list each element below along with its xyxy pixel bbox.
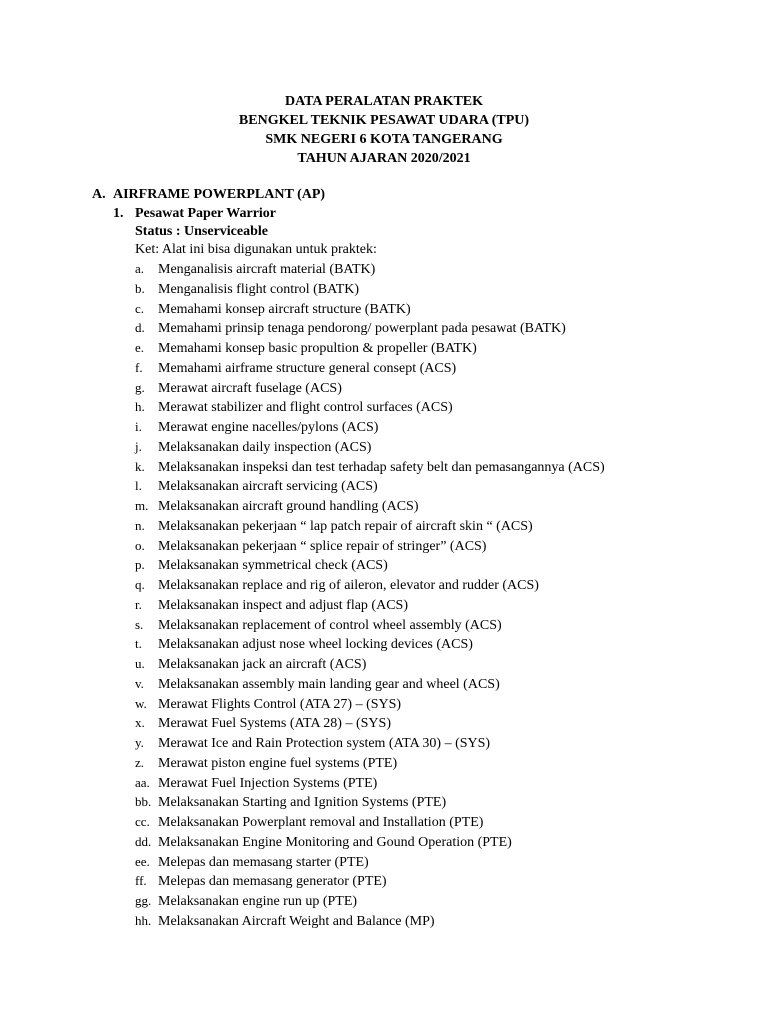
list-item-label: u. (135, 656, 145, 671)
list-item (135, 300, 605, 320)
list-item-text: Melaksanakan replace and rig of aileron, elevator and rudder (ACS) (158, 578, 539, 593)
list-item (135, 537, 605, 557)
list-item-label: t. (135, 636, 142, 652)
list-item-label: r. (135, 596, 142, 612)
list-item-text: Merawat engine nacelles/pylons (ACS) (158, 420, 379, 435)
list-item-text: Melaksanakan Engine Monitoring and Gound Operation (PTE) (158, 834, 512, 850)
list-item-label: c. (135, 300, 145, 316)
list-item (135, 734, 605, 754)
list-item-text: Melaksanakan inspeksi dan test terhadap safety belt dan pemasangannya (ACS) (158, 459, 605, 475)
list-item (135, 556, 605, 576)
list-item-text: Melaksanakan daily inspection (ACS) (158, 439, 372, 455)
list-item (135, 616, 605, 636)
section-heading (92, 186, 325, 205)
list-item (135, 695, 605, 715)
list-item-text: Memahami airframe structure general consept (ACS) (158, 360, 457, 376)
list-item-label: v. (135, 675, 144, 691)
list-item (135, 714, 605, 734)
list-item-label: y. (135, 735, 144, 750)
list-item-text: Melaksanakan pekerjaan “ splice repair of stringer” (ACS) (158, 538, 487, 554)
list-item-label: b. (135, 280, 145, 296)
list-item-text: Melepas dan memasang starter (PTE) (158, 854, 369, 870)
list-item-text: Merawat Flights Control (ATA 27) – (SYS) (158, 696, 402, 712)
list-item (135, 833, 605, 853)
list-item (135, 813, 605, 833)
list-item (135, 458, 605, 478)
list-item (135, 655, 605, 675)
section-title: AIRFRAME POWERPLANT (AP) (113, 187, 326, 202)
list-item-text: Memahami konsep basic propultion & propeller (BATK) (158, 341, 477, 356)
list-item-text: Melaksanakan assembly main landing gear and wheel (ACS) (158, 676, 500, 692)
item-note: Ket: Alat ini bisa digunakan untuk praktek: (135, 242, 377, 257)
list-item (135, 754, 605, 774)
list-item-label: w. (135, 695, 147, 711)
list-item-label: a. (135, 261, 145, 276)
list-item-label: x. (135, 715, 145, 731)
item-name: Pesawat Paper Warrior (135, 206, 277, 221)
list-item (135, 675, 605, 695)
list-item-label: j. (135, 438, 142, 454)
list-item-text: Memahami prinsip tenaga pendorong/ powerplant pada pesawat (BATK) (158, 321, 566, 337)
list-item-label: z. (135, 754, 145, 770)
list-item (135, 892, 605, 912)
list-item-label: q. (135, 577, 145, 592)
list-item (135, 517, 605, 537)
list-item-label: h. (135, 399, 145, 415)
list-item (135, 379, 605, 399)
list-item-label: p. (135, 557, 145, 573)
list-item-label: e. (135, 340, 145, 355)
list-item-text: Melaksanakan engine run up (PTE) (158, 894, 358, 909)
item-number: 1. (113, 206, 124, 221)
list-item-label: gg. (135, 893, 152, 908)
list-item-label: o. (135, 537, 145, 553)
list-item-label: ff. (135, 873, 147, 889)
list-item-text: Melaksanakan Aircraft Weight and Balance (MP) (158, 913, 435, 929)
list-item-text: Melaksanakan Powerplant removal and Installation (PTE) (158, 815, 484, 830)
list-item (135, 280, 605, 300)
list-item (135, 872, 605, 892)
list-item (135, 359, 605, 379)
item-status: Status : Unserviceable (135, 224, 268, 239)
list-item-text: Melaksanakan aircraft ground handling (ACS) (158, 499, 419, 514)
list-item (135, 260, 605, 280)
list-item-text: Menganalisis aircraft material (BATK) (158, 262, 376, 277)
list-item-label: d. (135, 320, 145, 336)
task-list (135, 260, 605, 932)
list-item (135, 418, 605, 438)
list-item-label: hh. (135, 912, 152, 928)
list-item-label: cc. (135, 814, 150, 829)
list-item-text: Melaksanakan pekerjaan “ lap patch repair of aircraft skin “ (ACS) (158, 518, 533, 534)
section-letter: A. (92, 187, 106, 202)
list-item (135, 319, 605, 339)
list-item-text: Melaksanakan symmetrical check (ACS) (158, 558, 388, 574)
list-item-text: Melaksanakan Starting and Ignition Systems (PTE) (158, 795, 447, 811)
list-item-label: ee. (135, 853, 150, 869)
list-item-label: n. (135, 517, 145, 533)
list-item-text: Melaksanakan inspect and adjust flap (ACS) (158, 597, 408, 613)
list-item (135, 398, 605, 418)
list-item (135, 497, 605, 517)
list-item-text: Merawat piston engine fuel systems (PTE) (158, 755, 398, 771)
list-item-label: aa. (135, 774, 150, 790)
list-item-label: bb. (135, 794, 152, 810)
list-item-label: i. (135, 419, 142, 434)
list-item-text: Melaksanakan aircraft servicing (ACS) (158, 479, 378, 495)
title-line-3: SMK NEGERI 6 KOTA TANGERANG (265, 132, 503, 147)
list-item-text: Melaksanakan replacement of control wheel assembly (ACS) (158, 617, 502, 633)
list-item (135, 774, 605, 794)
title-line-4: TAHUN AJARAN 2020/2021 (297, 151, 471, 166)
list-item (135, 438, 605, 458)
title-line-2: BENGKEL TEKNIK PESAWAT UDARA (TPU) (238, 113, 530, 128)
list-item-text: Merawat aircraft fuselage (ACS) (158, 380, 342, 396)
list-item-label: l. (135, 478, 142, 494)
list-item (135, 912, 605, 932)
list-item-text: Merawat Fuel Injection Systems (PTE) (158, 775, 378, 791)
list-item-label: s. (135, 616, 144, 632)
list-item-text: Melaksanakan jack an aircraft (ACS) (158, 657, 367, 672)
document-title (0, 92, 768, 168)
list-item-text: Melepas dan memasang generator (PTE) (158, 874, 387, 890)
list-item (135, 576, 605, 596)
list-item (135, 596, 605, 616)
title-line-1: DATA PERALATAN PRAKTEK (284, 94, 484, 109)
list-item-label: f. (135, 359, 143, 375)
list-item-label: dd. (135, 833, 152, 849)
list-item (135, 339, 605, 359)
list-item (135, 635, 605, 655)
list-item (135, 477, 605, 497)
list-item-text: Merawat stabilizer and flight control surfaces (ACS) (158, 400, 453, 416)
list-item-text: Melaksanakan adjust nose wheel locking devices (ACS) (158, 637, 473, 653)
list-item-text: Memahami konsep aircraft structure (BATK) (158, 301, 411, 317)
list-item (135, 793, 605, 813)
list-item-label: k. (135, 458, 145, 474)
list-item-text: Merawat Ice and Rain Protection system (ATA 30) – (SYS) (158, 736, 491, 751)
list-item (135, 853, 605, 873)
list-item-text: Menganalisis flight control (BATK) (158, 281, 360, 297)
list-item-label: g. (135, 379, 145, 395)
item-heading (113, 205, 276, 224)
list-item-label: m. (135, 498, 149, 513)
list-item-text: Merawat Fuel Systems (ATA 28) – (SYS) (158, 716, 391, 732)
